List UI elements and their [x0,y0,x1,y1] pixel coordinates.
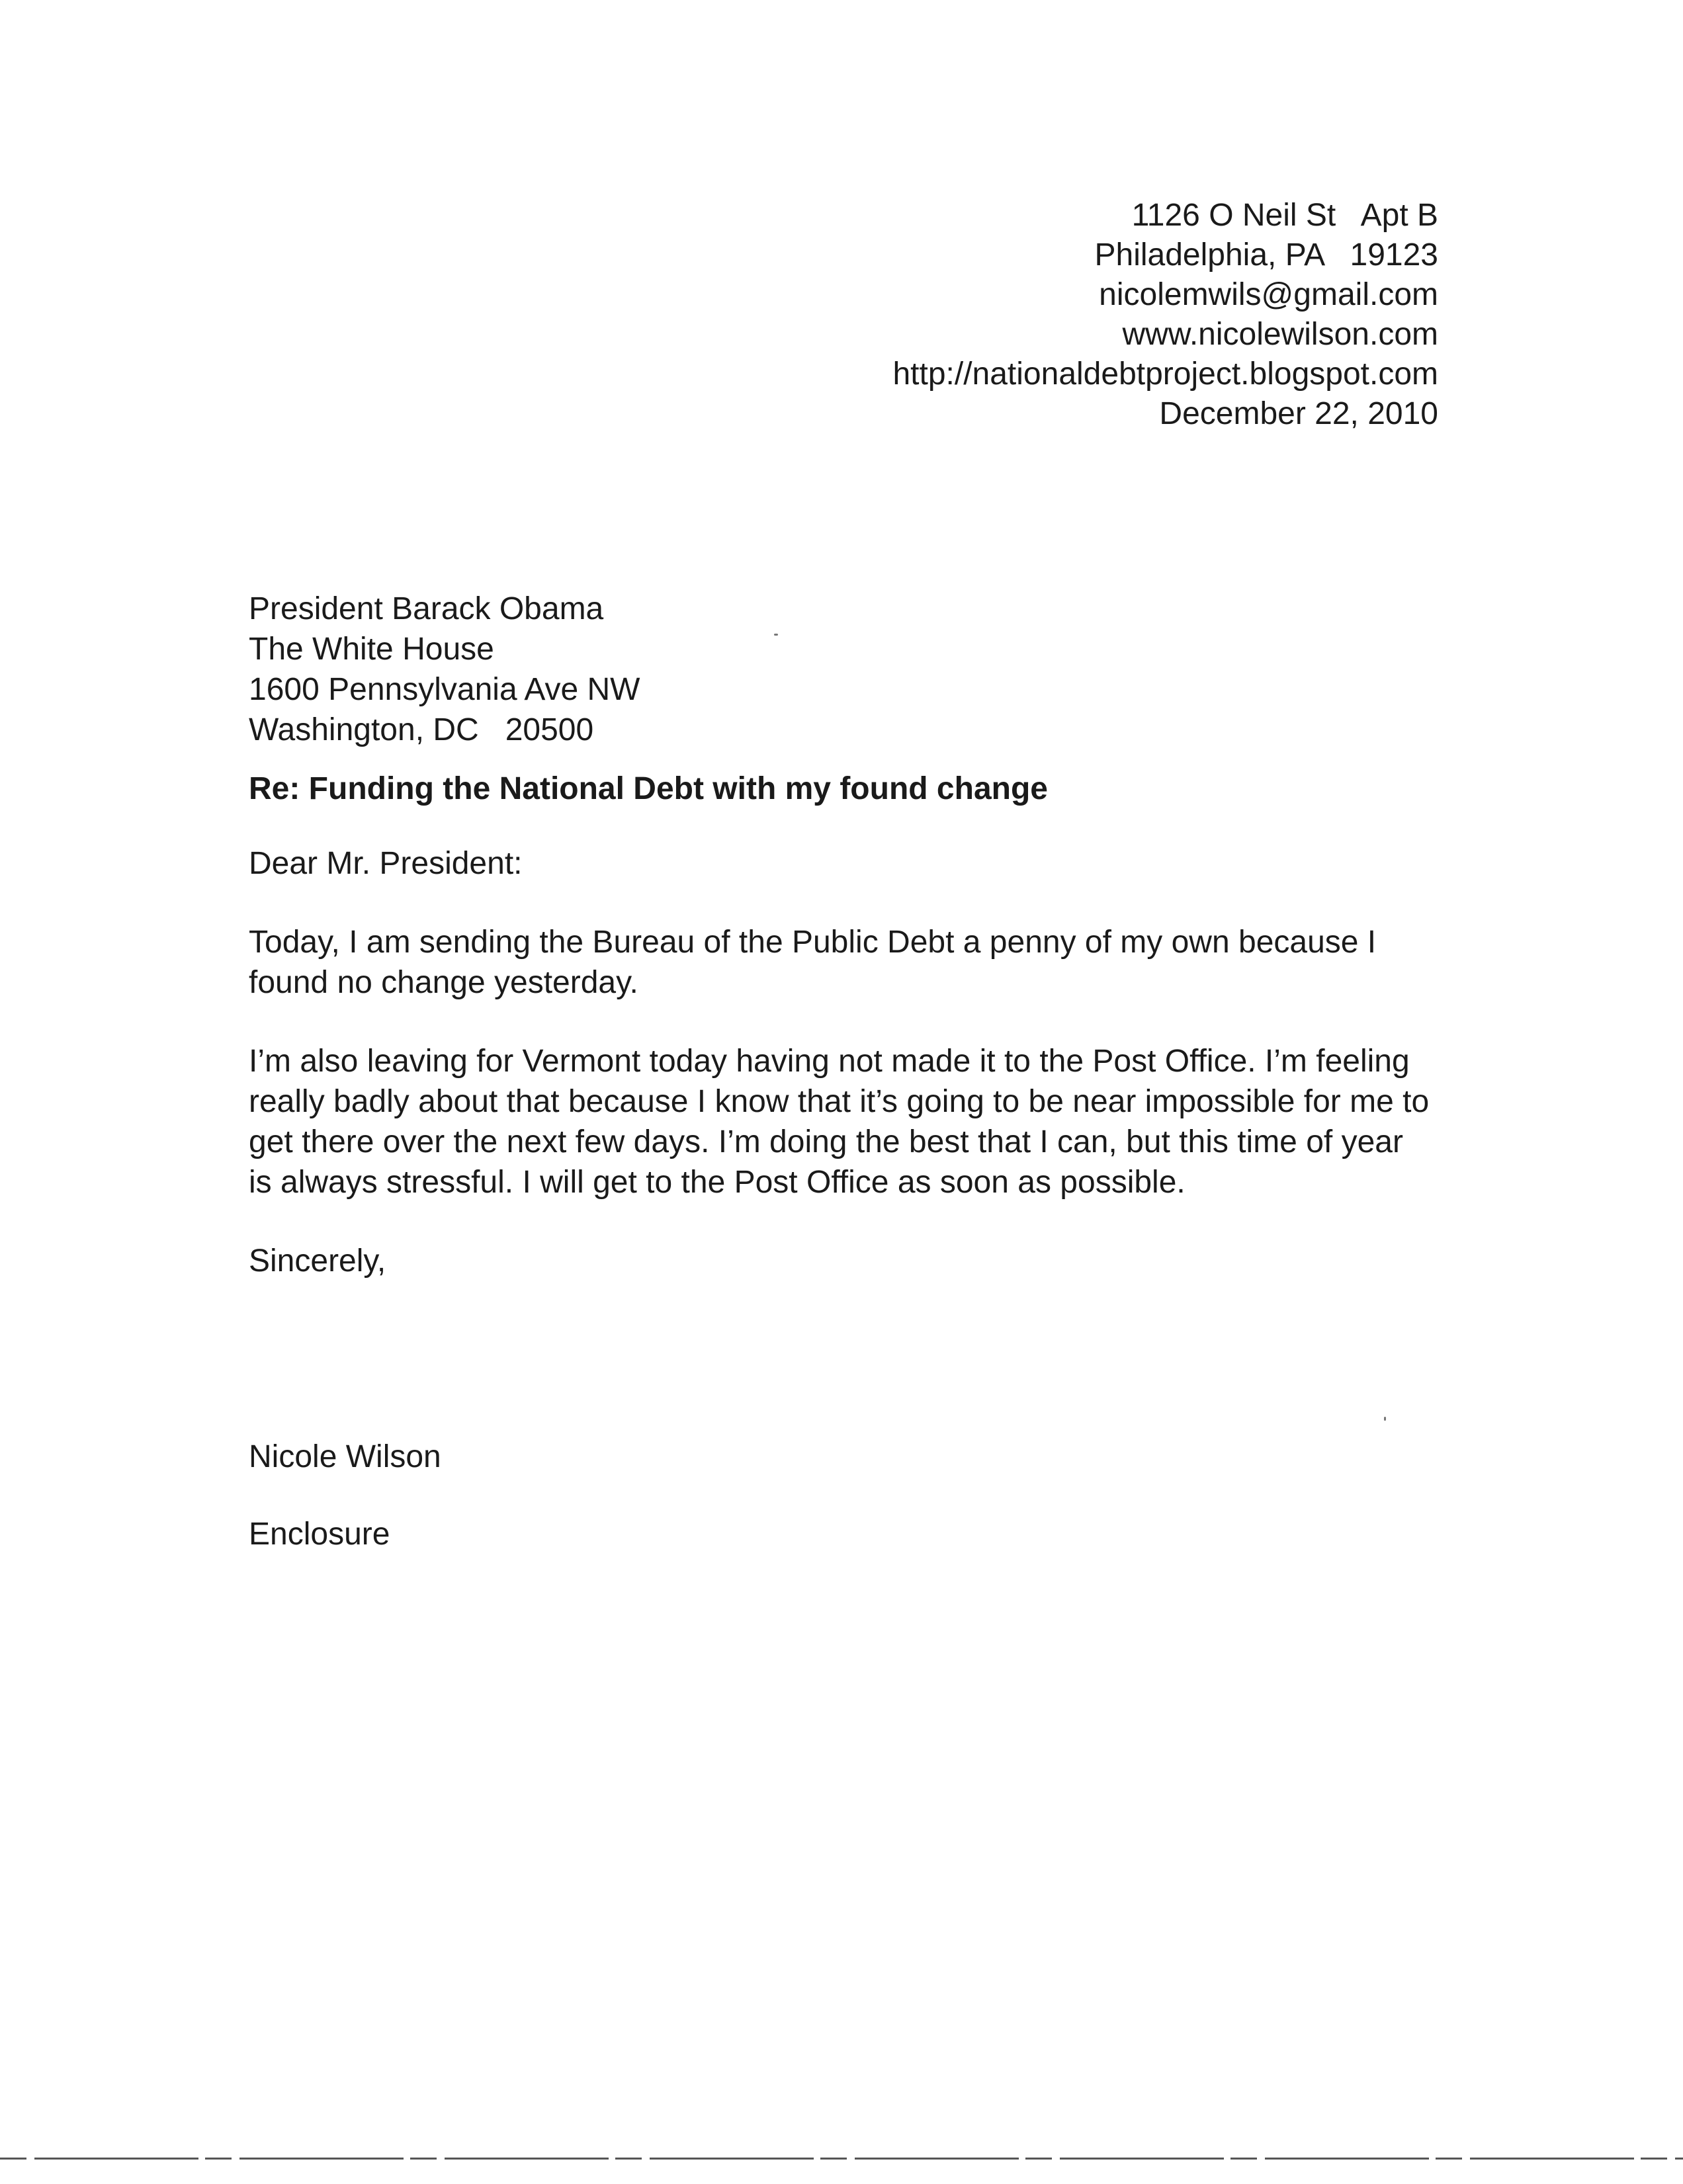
recipient-street: 1600 Pennsylvania Ave NW [249,672,640,707]
signer-name: Nicole Wilson [249,1439,441,1474]
recipient-name: President Barack Obama [249,591,604,626]
closing: Sincerely, [249,1243,386,1279]
subject-line: Re: Funding the National Debt with my found change [249,771,1048,806]
paragraph-2: I’m also leaving for Vermont today having not made it to the Post Office. I’m feeling really badly about that because I know that it’s going to be near impossible for me to get there over the next few days. I’m doing the best that I can, but this time of year is always stressful. I will get to the Post Office as soon as possible. [249,1044,1430,1200]
recipient-city: Washington, DC 20500 [249,712,594,747]
sender-blog: http://nationaldebtproject.blogspot.com [892,357,1438,392]
enclosure-note: Enclosure [249,1517,390,1552]
sender-address-block [892,196,1438,434]
letter-body [249,589,1433,1554]
scan-speck [774,634,778,636]
paragraph-1: Today, I am sending the Bureau of the Public Debt a penny of my own because I found no change yesterday. [249,925,1377,1000]
salutation: Dear Mr. President: [249,846,523,881]
sender-city: Philadelphia, PA 19123 [1094,237,1438,273]
recipient-address-block [249,589,1433,750]
sender-email: nicolemwils@gmail.com [1099,277,1438,312]
signature-space [249,1281,1433,1437]
sender-website: www.nicolewilson.com [1122,317,1438,352]
letter-date: December 22, 2010 [1159,396,1438,431]
recipient-organization: The White House [249,632,494,667]
sender-street: 1126 O Neil St Apt B [1131,198,1438,233]
scan-speck [1384,1417,1386,1421]
scan-edge-line [0,2158,1683,2160]
